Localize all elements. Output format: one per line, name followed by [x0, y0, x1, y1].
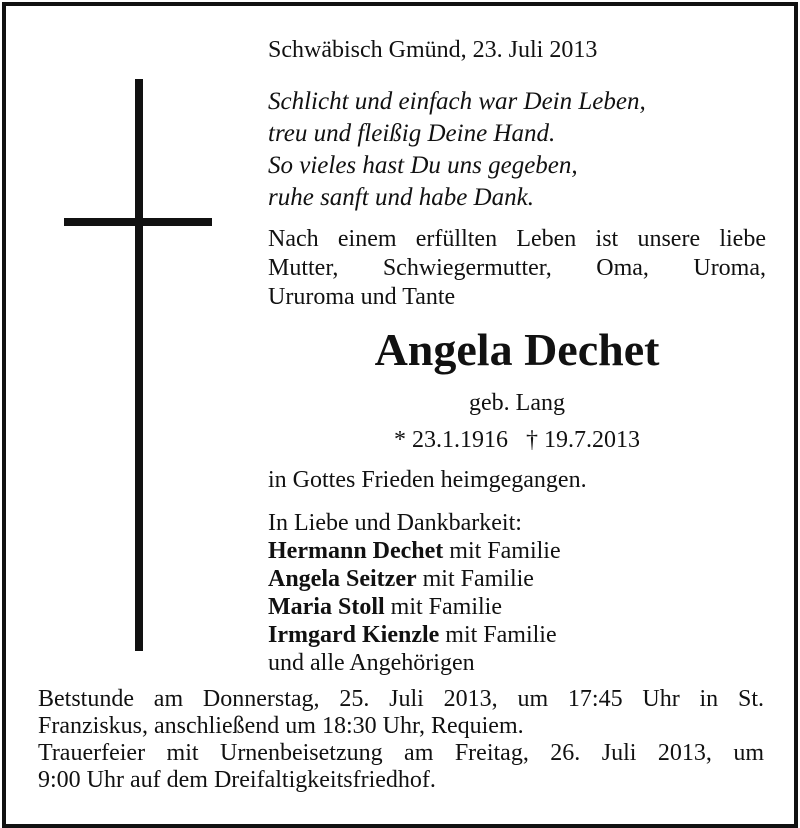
- mourner-suffix: mit Familie: [416, 566, 534, 592]
- cross-icon-vertical: [135, 79, 143, 651]
- mourner-suffix: mit Familie: [384, 594, 502, 620]
- mourner-suffix: mit Familie: [439, 622, 557, 648]
- mourner-entry: [268, 621, 561, 649]
- intro-text: [268, 225, 766, 312]
- poem: [268, 86, 646, 214]
- obituary-frame: [2, 2, 798, 828]
- mourner-suffix: mit Familie: [443, 538, 561, 564]
- service-line: Franziskus, anschließend um 18:30 Uhr, Requiem.: [38, 713, 524, 739]
- mourner-name: Maria Stoll: [268, 594, 385, 620]
- poem-line: treu und fleißig Deine Hand.: [268, 120, 556, 147]
- poem-line: So vieles hast Du uns gegeben,: [268, 152, 578, 179]
- service-line: Betstunde am Donnerstag, 25. Juli 2013, um 17:45 Uhr in St.: [38, 686, 764, 712]
- intro-line: Ururoma und Tante: [268, 284, 456, 310]
- cross-icon-horizontal: [64, 218, 212, 226]
- mourners-intro: In Liebe und Dankbarkeit:: [268, 510, 522, 536]
- service-line: Trauerfeier mit Urnenbeisetzung am Freitag, 26. Juli 2013, um: [38, 740, 764, 766]
- mourners-closing: und alle Angehörigen: [268, 650, 475, 676]
- intro-line: Nach einem erfüllten Leben ist unsere liebe: [268, 226, 766, 252]
- service-info: [38, 686, 764, 794]
- place-date: Schwäbisch Gmünd, 23. Juli 2013: [268, 37, 598, 63]
- deceased-name: Angela Dechet: [374, 324, 660, 375]
- service-line: 9:00 Uhr auf dem Dreifaltigkeitsfriedhof.: [38, 767, 436, 793]
- poem-line: Schlicht und einfach war Dein Leben,: [268, 88, 646, 115]
- birth-date: * 23.1.1916: [394, 427, 508, 453]
- birth-name: geb. Lang: [469, 390, 565, 416]
- mourner-entry: [268, 565, 561, 593]
- mourner-name: Irmgard Kienzle: [268, 622, 440, 648]
- mourner-entry: [268, 593, 561, 621]
- life-dates: [268, 426, 766, 455]
- mourner-entry: [268, 537, 561, 565]
- mourner-name: Angela Seitzer: [268, 566, 417, 592]
- poem-line: ruhe sanft und habe Dank.: [268, 184, 534, 211]
- peace-text: in Gottes Frieden heimgegangen.: [268, 467, 587, 493]
- mourners: [268, 509, 561, 677]
- mourner-name: Hermann Dechet: [268, 538, 444, 564]
- intro-line: Mutter, Schwiegermutter, Oma, Uroma,: [268, 255, 766, 281]
- death-date: † 19.7.2013: [526, 427, 640, 453]
